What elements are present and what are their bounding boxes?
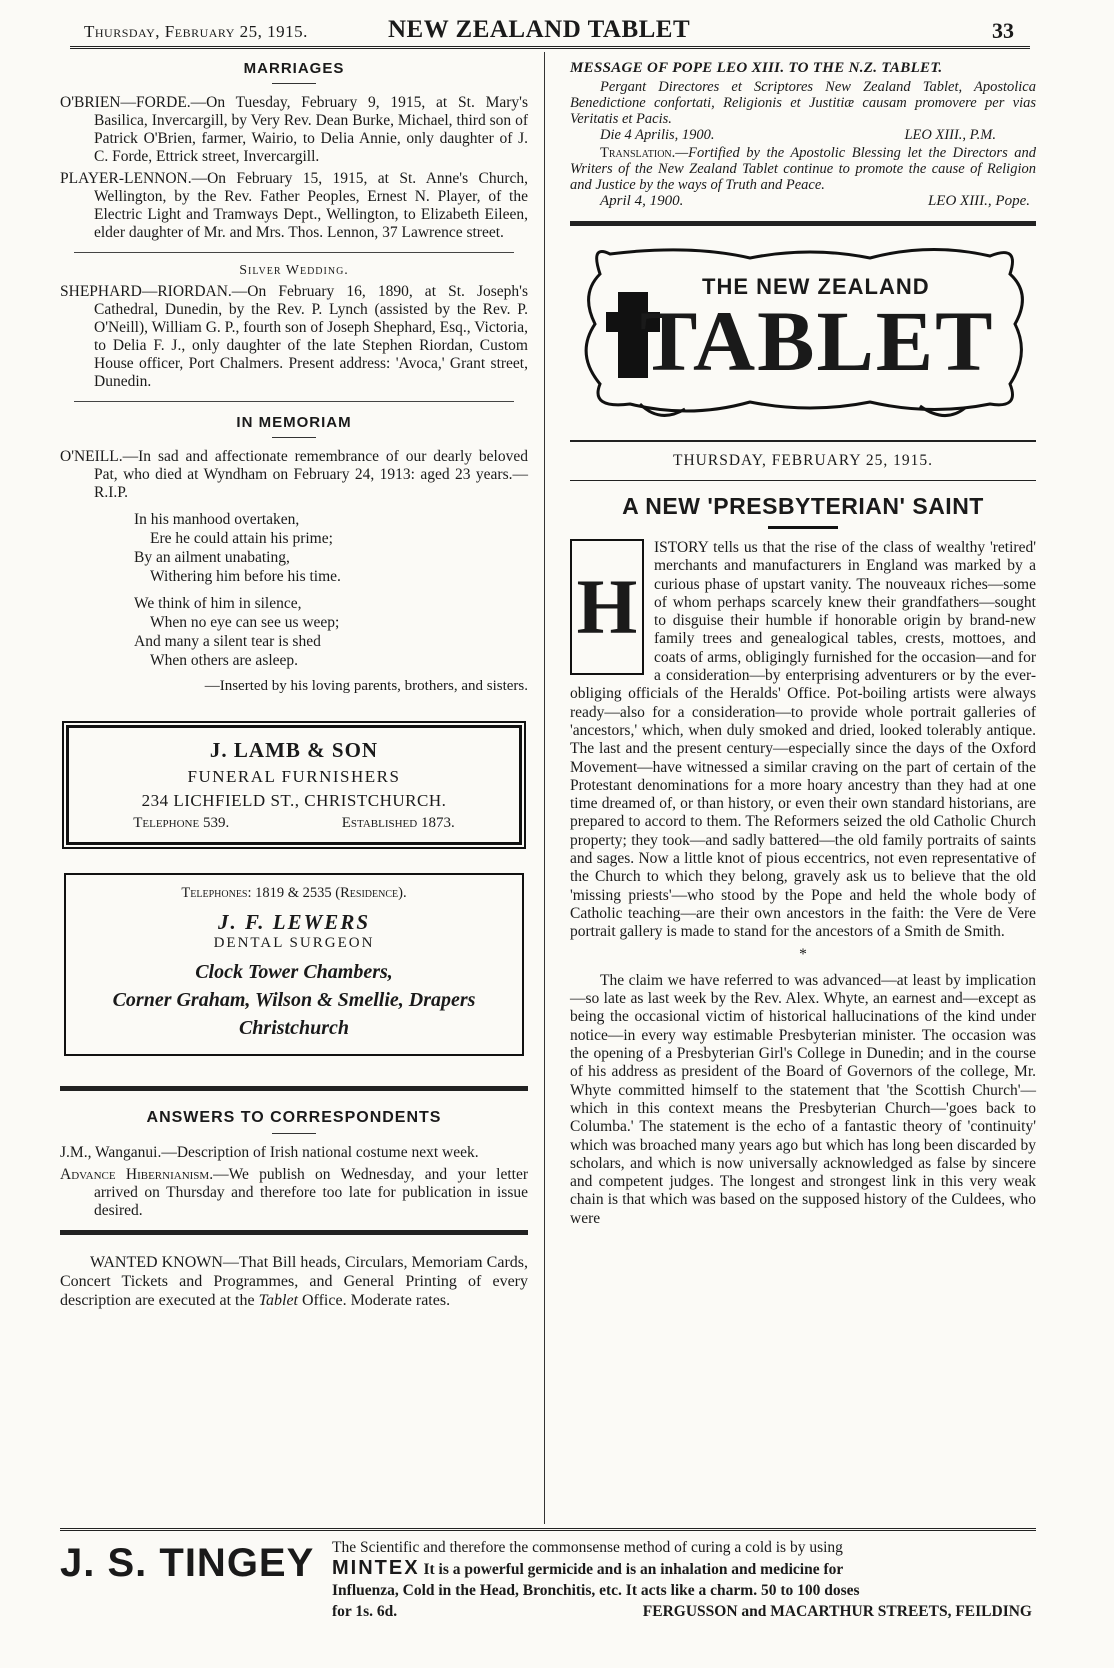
divider <box>768 526 838 529</box>
newspaper-title: NEW ZEALAND TABLET <box>388 16 691 43</box>
message-latin-sign: LEO XIII., P.M. <box>904 127 996 143</box>
left-column <box>60 60 528 1310</box>
divider <box>272 1133 316 1134</box>
divider <box>74 252 514 253</box>
message-trans-date: April 4, 1900. <box>600 193 684 209</box>
memoriam-poem: In his manhood overtaken, Ere he could attain his prime; By an ailment unabating, Withering him before his time. <box>134 511 341 585</box>
memoriam-heading: IN MEMORIAM <box>236 414 352 431</box>
ad-telephone: Telephone 539. <box>133 815 230 831</box>
footer-price: for 1s. 6d. <box>332 1603 398 1620</box>
page-number: 33 <box>992 18 1014 43</box>
silver-wedding-entry: SHEPHARD—RIORDAN.—On February 16, 1890, at St. Joseph's Cathedral, Dunedin, by the Rev. P. Lynch (assisted by the Rev. P. O'Neill), William G. P., fourth son of Joseph Shephard, Esq., Victoria, to Delia F. J., only daughter of the late Stephen Riordan, Custom House officer, Port Chalmers. Present address: 'Avoca,' Grant street, Dunedin. <box>60 283 528 390</box>
divider <box>272 437 316 438</box>
message-latin-date: Die 4 Aprilis, 1900. <box>600 127 715 143</box>
divider <box>272 83 316 84</box>
ad-line: Corner Graham, Wilson & Smellie, Drapers <box>112 989 476 1011</box>
footer-ad <box>60 1528 1036 1651</box>
answer-entry: Advance Hibernianism.—We publish on Wednesday, and your letter arrived on Thursday and therefore too late for publication in issue desired. <box>60 1166 528 1219</box>
right-column <box>570 60 1036 1228</box>
message-title: MESSAGE OF POPE LEO XIII. TO THE N.Z. TABLET. <box>570 60 943 76</box>
footer-address: FERGUSSON and MACARTHUR STREETS, FEILDING <box>642 1603 1032 1620</box>
divider <box>60 1230 528 1235</box>
marriage-entry: PLAYER-LENNON.—On February 15, 1915, at St. Anne's Church, Wellington, by the Rev. Father Peoples, Ernest N. Player, of the Electric Light and Tramways Dept., Wellington, to Elizabeth Eileen, elder daughter of Mr. and Mrs. Thos. Lennon, 37 Lawrence street. <box>60 170 528 241</box>
footer-product: MINTEX <box>332 1557 420 1579</box>
masthead-big: TABLET <box>640 293 995 389</box>
article-paragraph: The claim we have referred to was advanced—at least by implication—so late as last week by the Rev. Alex. Whyte, an earnest and—except as being the occasional victim of historical hallucinations of the kind under notice—in every way estimable Presbyterian minister. The occasion was the opening of a Presbyterian Girl's College in Dunedin; and in the course of his address as president of the Board of Governors of the college, Mr. Whyte committed himself to the statement that 'the Scottish Church'—which in this context means the Presbyterian Church—'goes back to Columba.' The statement is the echo of a fantastic theory of 'continuity' which was broached many years ago but which has long been discarded by scholars, and which is now universally acknowledged as false by sincere and competent judges. The longest and strongest link in this very weak chain is that which was based on the supposed history of the Culdees, who were <box>570 971 1036 1227</box>
masthead-logo <box>570 234 1036 434</box>
divider <box>74 401 514 402</box>
ad-established: Established 1873. <box>341 815 455 831</box>
divider <box>570 440 1036 442</box>
section-star: * <box>799 945 807 963</box>
column-divider <box>544 52 545 1524</box>
masthead-date: THURSDAY, FEBRUARY 25, 1915. <box>673 452 933 469</box>
article-paragraph: ISTORY tells us that the rise of the class of wealthy 'retired' merchants and manufacturers in England was marked by a curious phase of upstart vanity. The nouveaux riches—some of whom perhaps scarcely knew their grandfathers—sought to disguise their humble if honorable origin by brand-new family trees and genealogical tables, crests, mottoes, and coats of arms, obligingly furnished for the occasion—and for a consideration—by enterprising adventurers or by the ever-obliging officials of the Heralds' Office. Pot-boiling artists were always ready—also for a consideration—to provide whole portrait galleries of 'ancestors,' which, when duly smoked and dried, looked tolerably antique. The last and the present century—especially since the days of the Oxford Movement—have witnessed a similar craving on the part of certain of the Protestant denominations for a more hoary ancestry than they had at one time dreamed of, or than history, or even their own standard historians, are prepared to accord to them. The Reformers seized the old Catholic Church property; they took—and sadly battered—the old family portraits of saints and sages. Now a little knot of pious eccentrics, not even representative of the Church to which they belong, gravely ask us to believe that the old 'missing priests'—who stood by the Pope and held the whole body of Catholic teaching—are their own ancestors in the faith: the Vere de Vere portrait gallery is made to stand for the ancestors of a Smith de Smith. <box>570 539 1036 941</box>
answers-heading: ANSWERS TO CORRESPONDENTS <box>146 1109 442 1126</box>
silver-wedding-heading: Silver Wedding. <box>239 263 349 278</box>
message-translation: Translation.—Fortified by the Apostolic Blessing let the Directors and Writers of the New Zealand Tablet continue to promote the cause of Religion and Justice by the ways of Truth and Peace. <box>570 145 1036 193</box>
footer-brand: J. S. TINGEY <box>60 1541 315 1585</box>
drop-cap: H <box>570 539 644 675</box>
ad-title: DENTAL SURGEON <box>213 935 375 951</box>
article-body <box>570 539 1036 1228</box>
ad-line: Christchurch <box>238 1017 350 1039</box>
ad-address: 234 LICHFIELD ST., CHRISTCHURCH. <box>141 791 447 810</box>
issue-date: Thursday, February 25, 1915. <box>84 22 308 41</box>
message-latin: Pergant Directores et Scriptores New Zealand Tablet, Apostolica Benedictione confortati, Religionis et Justitiæ causam promovere per vias Veritatis et Pacis. <box>570 79 1036 127</box>
message-trans-sign: LEO XIII., Pope. <box>927 193 1030 209</box>
marriages-heading: MARRIAGES <box>243 60 345 77</box>
ad-telephones: Telephones: 1819 & 2535 (Residence). <box>181 885 407 901</box>
ad-name: J. LAMB & SON <box>209 738 379 762</box>
page-header <box>70 14 1030 49</box>
ad-lewers <box>64 873 524 1056</box>
divider <box>570 480 1036 481</box>
memoriam-poem: We think of him in silence, When no eye can see us weep; And many a silent tear is shed When others are asleep. <box>134 595 340 669</box>
wanted-known: WANTED KNOWN—That Bill heads, Circulars, Memoriam Cards, Concert Tickets and Programmes, and General Printing of every description are executed at the Tablet Office. Moderate rates. <box>60 1254 528 1309</box>
article-title: A NEW 'PRESBYTERIAN' SAINT <box>622 493 984 519</box>
divider <box>570 221 1036 226</box>
ad-name: J. F. LEWERS <box>218 910 370 934</box>
divider <box>60 1086 528 1091</box>
ad-trade: FUNERAL FURNISHERS <box>187 767 401 786</box>
answer-entry: J.M., Wanganui.—Description of Irish national costume next week. <box>60 1144 479 1161</box>
ad-lamb-and-son <box>66 725 522 845</box>
marriage-entry: O'BRIEN—FORDE.—On Tuesday, February 9, 1915, at St. Mary's Basilica, Invercargill, by Very Rev. Dean Burke, Michael, third son of Patrick O'Brien, farmer, Wairio, to Delia Annie, only daughter of J. C. Forde, Ettrick street, Invercargill. <box>60 94 528 165</box>
memoriam-signoff: —Inserted by his loving parents, brothers, and sisters. <box>204 678 528 694</box>
ad-line: Clock Tower Chambers, <box>195 961 393 983</box>
memoriam-entry: O'NEILL.—In sad and affectionate remembrance of our dearly beloved Pat, who died at Wyndham on February 24, 1913: aged 23 years.—R.I.P. <box>60 448 528 501</box>
footer-text: The Scientific and therefore the commonsense method of curing a cold is by using MINTEX It is a powerful germicide and is an inhalation and medicine for Influenza, Cold in the Head, Bronchitis, etc. It acts like a charm. 50 to 100 doses for 1s. 6d. FERGUSSON and MACARTHUR STREETS, FEILDING <box>332 1539 1032 1620</box>
masthead-small: THE NEW ZEALAND <box>702 274 930 299</box>
